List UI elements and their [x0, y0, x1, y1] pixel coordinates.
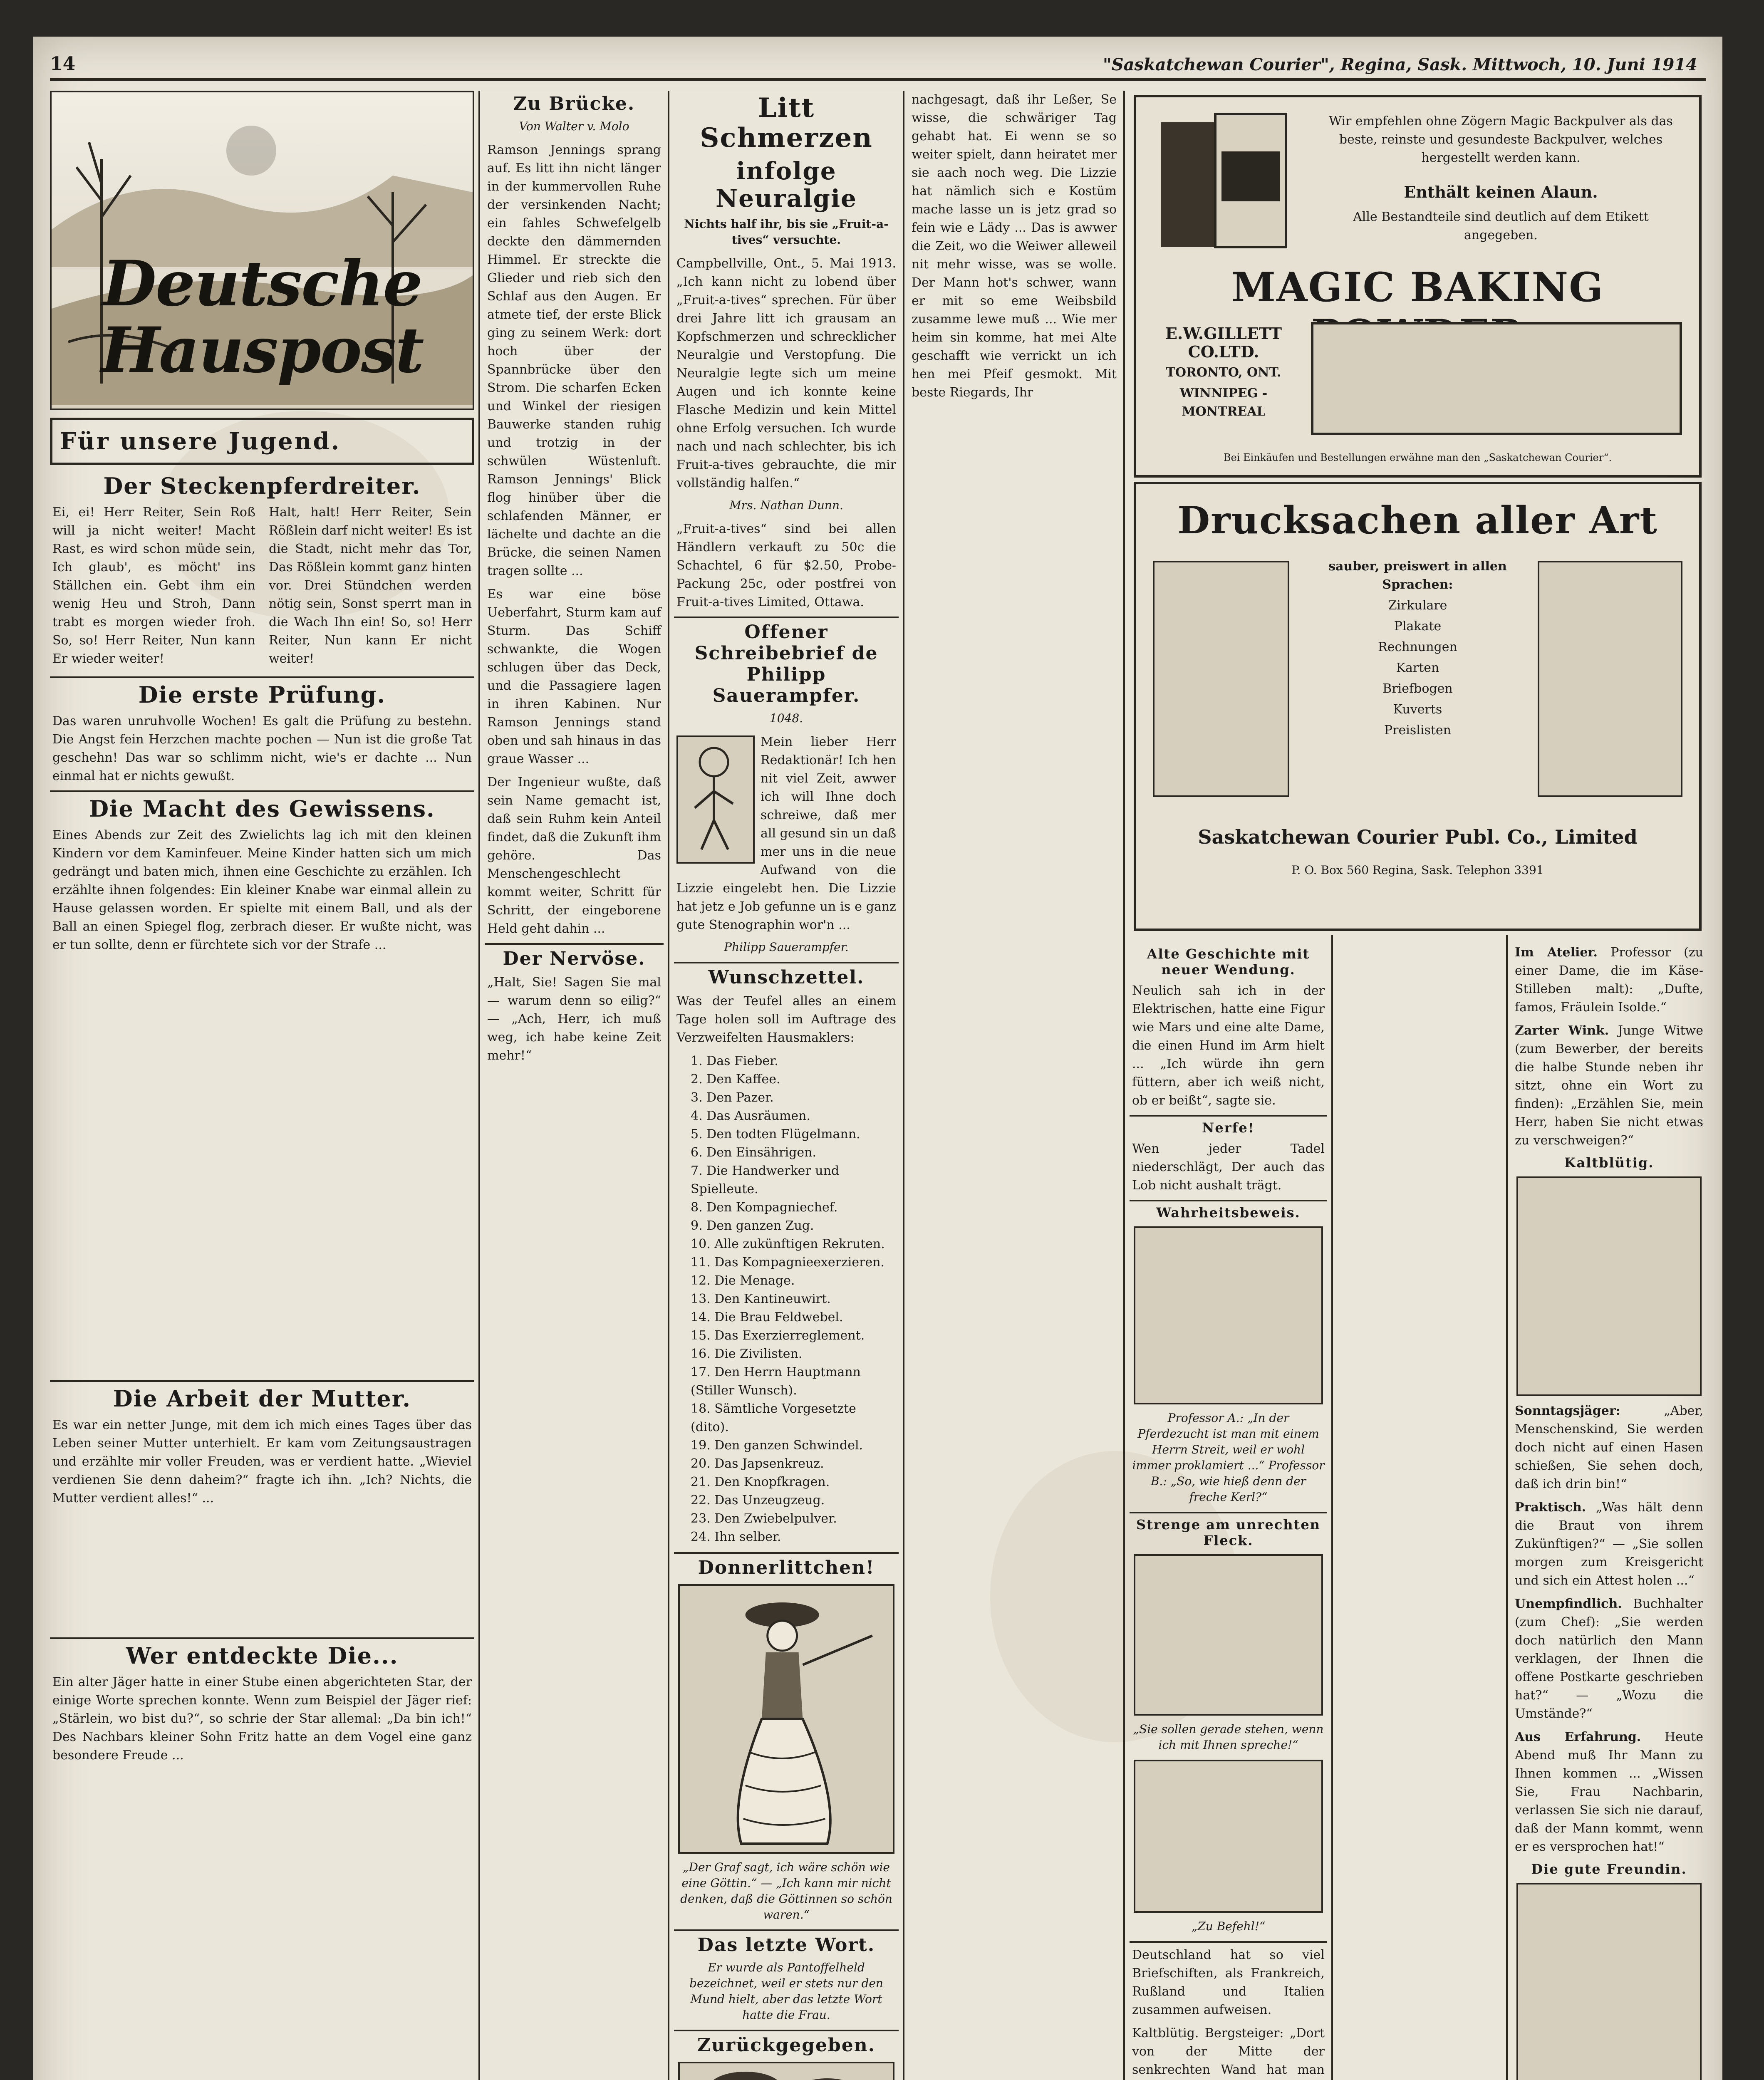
wishlist-item: 11. Das Kompagnieexerzieren.	[691, 1255, 885, 1270]
lady-drawing	[680, 1586, 893, 1852]
soldier-cartoon-image-2	[1134, 1760, 1323, 1913]
ad-signature: Mrs. Nathan Dunn.	[729, 498, 843, 512]
ad2-company: Saskatchewan Courier Publ. Co., Limited	[1198, 826, 1638, 848]
wishlist-item: 9. Den ganzen Zug.	[691, 1218, 814, 1233]
wishlist-item: 6. Den Einsährigen.	[691, 1145, 816, 1160]
column-rule	[1331, 935, 1333, 2080]
story2-text: Es war ein netter Junge, mit dem ich mich eines Tages über das Leben seiner Mutter unterhielt. Er kam vom Zeitungsaustragen und erzählte mir voller Freuden, was er verdient hatte. „Wieviel verdienen Sie denn daheim?“ fragte ich ihn. „Ich? Nichts, die Mutter verdient alles!“ ...	[52, 1418, 472, 1506]
column-rule	[478, 91, 480, 2080]
wishlist-list	[691, 1052, 890, 1546]
ad-product-note: „Fruit-a-tives“ sind bei allen Händlern verkauft zu 50c die Schachtel, 6 für $2.50, Probe-Packung 25c, oder postfrei von Fruit-a-tives Limited, Ottawa.	[676, 522, 896, 609]
divider	[674, 2030, 899, 2031]
wishlist-item: 16. Die Zivilisten.	[691, 1347, 803, 1361]
column-jokes-b	[1512, 943, 1706, 2080]
j5-body: Deutschland hat so viel Briefschiften, als Frankreich, Rußland und Italien zusammen aufweisen.	[1132, 1948, 1325, 2017]
j6-body-b	[1515, 1595, 1703, 1723]
j4-title: Strenge am unrechten Fleck.	[1136, 1517, 1321, 1548]
j2-text-b: Junge Witwe (zum Bewerber, der bereits die halbe Stunde neben ihr sitzt, ohne ein Wort zu finden): „Erzählen Sie, mein Herr, haben Sie nicht etwas zu verschweigen?“	[1515, 1023, 1703, 1148]
ad1-note2: Alle Bestandteile sind deutlich auf dem Etikett angegeben.	[1353, 210, 1649, 243]
masthead-title: Deutsche Hauspost	[101, 247, 424, 387]
j6-body: Kaltblütig. Bergsteiger: „Dort von der Mitte der senkrechten Wand hat man	[1132, 2026, 1325, 2077]
j1-title-b: Im Atelier.	[1515, 945, 1598, 960]
wishlist-item: 20. Das Japsenkreuz.	[691, 1456, 824, 1471]
j3-caption: Professor A.: „In der Pferdezucht ist man mit einem Herrn Streit, weil er wohl immer proklamiert ...“ Professor B.: „So, wie hieß denn der freche Kerl?“	[1132, 1411, 1325, 1504]
ad2-item: Karten	[1396, 661, 1439, 675]
wishlist-item: 14. Die Brau Feldwebel.	[691, 1310, 843, 1325]
j4-caption1: „Sie sollen gerade stehen, wenn ich mit Ihnen spreche!“	[1133, 1722, 1324, 1752]
ad2-item: Rechnungen	[1378, 640, 1457, 654]
poem1-title: Der Steckenpferdreiter.	[103, 473, 421, 499]
ad2-item: Zirkulare	[1388, 598, 1447, 613]
story2-title: Die Arbeit der Mutter.	[113, 1385, 411, 1412]
j1-text-b: Professor (zu einer Dame, die im Käse-Stilleben malt): „Dufte, famos, Fräulein Isolde.“	[1515, 945, 1703, 1015]
poem1-right: Halt, halt! Herr Reiter, Sein Rößlein darf nicht weiter! Es ist die Stadt, nicht mehr das Tor, Das Rößlein kommt ganz hinten vor. Drei Stündchen werden nötig sein, Sonst sperrt man in die Wach Ihn ein! So, so! Herr Reiter, Nun kann Er nicht weiter!	[269, 505, 472, 666]
wishlist-item: 10. Alle zukünftigen Rekruten.	[691, 1237, 885, 1251]
figure-drawing	[678, 737, 750, 859]
wishlist-item: 21. Den Knopfkragen.	[691, 1475, 830, 1489]
column-story	[485, 91, 664, 2080]
wishlist-item: 24. Ihn selber.	[691, 1530, 781, 1544]
masthead-illustration	[50, 91, 474, 410]
page-header	[50, 53, 1706, 81]
cans-drawing	[1153, 106, 1294, 255]
cartoon1-lady-image	[678, 1584, 894, 1854]
column-rule	[1123, 91, 1125, 2080]
wishlist-item: 4. Das Ausräumen.	[691, 1109, 811, 1123]
ad-headline-1: Litt Schmerzen	[700, 92, 873, 154]
section-box-youth: Für unsere Jugend.	[50, 418, 474, 465]
story3-title: Wer entdeckte Die...	[126, 1642, 399, 1669]
story1-title: Die Macht des Gewissens.	[89, 795, 435, 822]
page-number: 14	[50, 53, 76, 74]
divider	[674, 617, 899, 618]
poem1-columns	[50, 503, 474, 673]
ad2-intro: sauber, preiswert in allen Sprachen:	[1328, 559, 1507, 592]
divider	[50, 790, 474, 792]
printing-figure-left-image	[1153, 561, 1289, 797]
ad2-item: Kuverts	[1393, 702, 1442, 717]
divider	[50, 1380, 474, 1382]
story3-text: Ein alter Jäger hatte in einer Stube einen abgerichteten Star, der einige Worte sprechen konnte. Wenn zum Beispiel der Jäger rief: „Stärlein, wo bist du?“, so schrie der Star allemal: „Da bin ich!“ Des Nachbars kleiner Sohn Fritz hatte an dem Vogel eine ganz besondere Freude ...	[52, 1675, 472, 1763]
professor-cartoon-image	[1134, 1226, 1323, 1404]
magic-baking-powder-ad	[1134, 95, 1702, 478]
j6-text-b: Buchhalter (zum Chef): „Sie werden doch natürlich den Mann verklagen, der Ihnen die offene Postkarte geschrieben hat?“ — „Wozu die Umstände?“	[1515, 1597, 1703, 1721]
ad1-city2: WINNIPEG - MONTREAL	[1179, 386, 1268, 419]
divider	[1130, 1512, 1327, 1513]
j4-text-b: „Aber, Menschenskind, Sie werden doch nicht auf einen Hasen schießen, Sie sehen doch, daß ich drin bin!“	[1515, 1404, 1703, 1491]
wishlist-item: 13. Den Kantineuwirt.	[691, 1292, 831, 1306]
column-rule	[1506, 935, 1508, 2080]
wishlist-intro: Was der Teufel alles an einem Tage holen soll im Auftrage des Verzweifelten Hausmaklers:	[676, 994, 896, 1045]
newspaper-page	[33, 37, 1722, 2080]
wishlist-item: 1. Das Fieber.	[691, 1054, 778, 1068]
letter-title: Offener Schreibebrief de Philipp Sauerampfer.	[694, 622, 878, 706]
ad-headline-2: infolge Neuralgie	[716, 157, 857, 213]
story1-text: Eines Abends zur Zeit des Zwielichts lag ich mit den kleinen Kindern vor dem Kaminfeuer. Meine Kinder hatten sich um mich gedrängt und baten mich, ihnen eine Geschichte zu erzählen. Ich erzählte ihnen folgendes: Ein kleiner Knabe war einmal allein zu Hause gelassen worden. Er spielte mit einem Ball, und als der Ball an einen Spiegel flog, zerbrach dieser. Er wußte nicht, was er tun sollte, denn er fürchtete sich vor der Strafe ...	[52, 828, 472, 952]
poem1-left: Ei, ei! Herr Reiter, Sein Roß will ja nicht weiter! Macht Rast, es wird schon müde sein, Ich glaub', es möcht' ins Ställchen ein. Gebt ihm ein wenig Heu und Stroh, Dann trabt es morgen wieder froh. So, so! Herr Reiter, Nun kann Er wieder weiter!	[52, 505, 255, 666]
j1-body: Neulich sah ich in der Elektrischen, hatte eine Figur wie Mars und eine alte Dame, die einen Hund im Arm hielt ... „Ich würde ihn gern füttern, aber ich weiß nicht, ob er beißt“, sagte sie.	[1132, 983, 1325, 1108]
column-letter-continued	[909, 91, 1119, 2080]
sauerampfer-figure-image	[676, 735, 755, 864]
poem2-title: Die erste Prüfung.	[138, 681, 386, 708]
divider	[674, 1552, 899, 1554]
two-ladies-drawing	[680, 2063, 893, 2080]
poem2-text: Das waren unruhvolle Wochen! Es galt die Prüfung zu bestehn. Die Angst fein Herzchen machte pochen — Nun ist die große Tat geschehn! Das war so schlimm nicht, wie's er dachte ... Nun einmal hat er nichts gewußt.	[52, 714, 472, 783]
cartoon1-title: Donnerlittchen!	[698, 1557, 875, 1578]
cartoon3-title: Zurückgegeben.	[697, 2035, 876, 2056]
column-ads	[1130, 91, 1706, 931]
baking-powder-cans-image	[1153, 106, 1294, 255]
divider	[1130, 1200, 1327, 1201]
wishlist-item: 15. Das Exerzierreglement.	[691, 1328, 865, 1343]
letter-body: Mein lieber Herr Redaktionär! Ich hen nit viel Zeit, awwer ich will Ihne doch schreiwe, daß mer all gesund sin un daß mer uns in die neue Aufwand von die Lizzie eingelebt hen. Die Lizzie hat jetz e Job gefunne un is e ganz gute Stenographin wor'n ...	[676, 735, 896, 932]
divider	[674, 962, 899, 963]
wishlist-item: 7. Die Handwerker und Spielleute.	[691, 1164, 840, 1196]
ad-testimonial: Campbellville, Ont., 5. Mai 1913. „Ich kann nicht zu lobend über „Fruit-a-tives“ sprechen. Für über drei Jahre litt ich grausam an Kopfschmerzen und schrecklicher Neuralgie und Verstopfung. Die Neuralgie legte sich um meine Augen und ich konnte keine Flasche Medizin und kein Mittel ohne Erfolg versuchen. Ich wurde nach und nach schlechter, bis ich Fruit-a-tives gebrauchte, die mir vollständig halfen.“	[676, 256, 896, 490]
nervous-title: Der Nervöse.	[503, 948, 646, 969]
ad2-title: Drucksachen aller Art	[1177, 498, 1658, 542]
ad1-text: Wir empfehlen ohne Zögern Magic Backpulver als das beste, reinste und gesundeste Backpulver, welches hergestellt werden kann.	[1329, 114, 1673, 165]
ad2-item: Preislisten	[1384, 723, 1451, 738]
j4-body-b	[1515, 1402, 1703, 1493]
story-byline: Von Walter v. Molo	[519, 119, 629, 133]
divider	[50, 1637, 474, 1639]
j2-title-b: Zarter Wink.	[1515, 1023, 1609, 1038]
j7-title-b: Aus Erfahrung.	[1515, 1730, 1641, 1744]
divider	[50, 676, 474, 678]
wishlist-item: 3. Den Pazer.	[691, 1090, 774, 1105]
j5-title-b: Praktisch.	[1515, 1500, 1586, 1515]
ad1-note: Enthält keinen Alaun.	[1404, 183, 1598, 201]
j5-body-b	[1515, 1498, 1703, 1590]
letter-signoff: Philipp Sauerampfer.	[724, 940, 849, 954]
wishlist-title: Wunschzettel.	[708, 967, 865, 988]
ad1-company-block	[1149, 322, 1298, 423]
j2-title: Nerfe!	[1202, 1120, 1255, 1136]
j3-title-b: Kaltblütig.	[1564, 1155, 1654, 1171]
wishlist-item: 17. Den Herrn Hauptmann (Stiller Wunsch).	[691, 1365, 861, 1398]
j5-text-b: „Was hält denn die Braut von ihrem Zukünftigen?“ — „Sie sollen morgen zum Kreisgericht und sich ein Attest holen ...“	[1515, 1500, 1703, 1588]
hunter-cartoon-image	[1516, 1176, 1702, 1396]
ad1-footer: Bei Einkäufen und Bestellungen erwähne man den „Saskatchewan Courier“.	[1223, 452, 1612, 463]
ad2-list-block	[1303, 555, 1533, 742]
printing-figure-right-image	[1538, 561, 1682, 797]
j7-body-b	[1515, 1728, 1703, 1856]
story-body-1: Ramson Jennings sprang auf. Es litt ihn nicht länger in der kummervollen Ruhe der versinkenden Nacht; ein fahles Schwefelgelb deckte den dämmernden Himmel. Er streckte die Glieder und rieb sich den Schlaf aus den Augen. Er atmete tief, der erste Blick ging zu seinem Werk: dort hoch über der Spannbrücke über den Strom. Die scharfen Ecken und Winkel der riesigen Bauwerke standen ruhig und trotzig in der schwülen Wüstenluft. Ramson Jennings' Blick flog hinüber über die schlafenden Männer, er lächelte und dachte an die Brücke, die seinen Namen tragen sollte ...	[487, 143, 661, 578]
cartoon3-ladies-image	[678, 2062, 894, 2080]
story-title: Zu Brücke.	[513, 93, 635, 114]
soldier-cartoon-image-1	[1134, 1554, 1323, 1716]
divider	[1130, 1115, 1327, 1117]
wishlist-item: 8. Den Kompagniechef.	[691, 1200, 838, 1215]
ad2-contact: P. O. Box 560 Regina, Sask. Telephon 3391	[1291, 863, 1544, 877]
story-body-2: Es war eine böse Ueberfahrt, Sturm kam auf Sturm. Das Schiff schwankte, die Wogen schlugen über das Deck, und die Passagiere lagen in ihren Kabinen. Nur Ramson Jennings stand oben und sah hinaus in das graue Wasser ...	[487, 587, 661, 766]
wishlist-item: 18. Sämtliche Vorgesetzte (dito).	[691, 1402, 856, 1434]
printing-ad	[1134, 482, 1702, 931]
ad-subtitle: Nichts half ihr, bis sie „Fruit-a-tives“ versuchte.	[684, 217, 889, 247]
divider	[674, 1929, 899, 1931]
j2-body-b	[1515, 1022, 1703, 1150]
friends-cartoon-image	[1516, 1883, 1702, 2080]
ad1-city: TORONTO, ONT.	[1166, 365, 1281, 380]
j3-title: Wahrheitsbeweis.	[1156, 1205, 1301, 1221]
wishlist-item: 22. Das Unzeugzeug.	[691, 1493, 825, 1508]
j4-caption2: „Zu Befehl!“	[1191, 1919, 1266, 1933]
ad1-company: E.W.GILLETT CO.LTD.	[1165, 324, 1282, 361]
cartoon2-caption: Er wurde als Pantoffelheld bezeichnet, weil er stets nur den Mund hielt, aber das letzte Wort hatte die Frau.	[689, 1961, 883, 2022]
ad1-product: MAGIC BAKING	[1231, 264, 1604, 311]
divider	[485, 943, 664, 945]
wishlist-item: 23. Den Zwiebelpulver.	[691, 1511, 837, 1526]
divider	[1130, 1941, 1327, 1943]
column-ad-letter	[674, 91, 899, 2080]
letter-number: 1048.	[769, 711, 803, 725]
nervous-text: „Halt, Sie! Sagen Sie mal — warum denn so eilig?“ — „Ach, Herr, ich muß weg, ich habe keine Zeit mehr!“	[487, 975, 661, 1063]
j1-title: Alte Geschichte mit neuer Wendung.	[1147, 946, 1310, 978]
wishlist-item: 19. Den ganzen Schwindel.	[691, 1438, 863, 1453]
j4-title-b: Sonntagsjäger:	[1515, 1404, 1620, 1418]
j2-body: Wen jeder Tadel niederschlägt, Der auch das Lob nicht aushalt trägt.	[1132, 1142, 1325, 1193]
column-rule	[668, 91, 669, 2080]
j7-text-b: Heute Abend muß Ihr Mann zu Ihnen kommen ... „Wissen Sie, Frau Nachbarin, verlassen Sie sich nie darauf, daß der Mann kommt, wenn er es versprochen hat!“	[1515, 1730, 1703, 1854]
column-youth	[50, 91, 474, 2080]
ad2-item: Briefbogen	[1382, 681, 1453, 696]
wishlist-item: 2. Den Kaffee.	[691, 1072, 780, 1087]
story-body-3: Der Ingenieur wußte, daß sein Name gemacht ist, daß sein Ruhm kein Anteil findet, daß die Zukunft ihm gehöre. Das Menschengeschlecht kommt weiter, Schritt für Schritt, der eingeborene Held geht dahin ...	[487, 775, 661, 936]
column-jokes-a	[1130, 943, 1327, 2080]
baking-tray-image	[1311, 322, 1682, 435]
folio: "Saskatchewan Courier", Regina, Sask. Mittwoch, 10. Juni 1914	[1102, 55, 1697, 74]
wishlist-item: 12. Die Menage.	[691, 1273, 795, 1288]
j8-title-b: Die gute Freundin.	[1531, 1861, 1687, 1877]
letter-continuation: nachgesagt, daß ihr Leßer, Se wisse, die schwäriger Tag gehabt hat. Ei wenn se so weiter spielt, dann heiratet mer sie aach noch weg. Die Lizzie hat nämlich sich e Kostüm mache lasse un is jetz grad so fein wie e Lädy ... Das is awwer die Zeit, wo die Weiwer alleweil nit mehr wisse, was se wolle. Der Mann hot's schwer, wann er mit so eme Weibsbild zusamme lewe muß ... Wie mer heim sin komme, hat mei Alte geschafft wie verrickt un ich hen mei Pfeif gesmokt. Mit beste Riegards, Ihr	[912, 92, 1117, 400]
cartoon1-caption: „Der Graf sagt, ich wäre schön wie eine Göttin.“ — „Ich kann mir nicht denken, daß die Göttinnen so schön waren.“	[680, 1860, 892, 1922]
wishlist-item: 5. Den todten Flügelmann.	[691, 1127, 860, 1142]
j1-body-b	[1515, 943, 1703, 1017]
cartoon2-title: Das letzte Wort.	[697, 1934, 875, 1956]
column-rule	[903, 91, 904, 2080]
j6-title-b: Unempfindlich.	[1515, 1597, 1622, 1611]
ad2-item: Plakate	[1394, 619, 1442, 634]
